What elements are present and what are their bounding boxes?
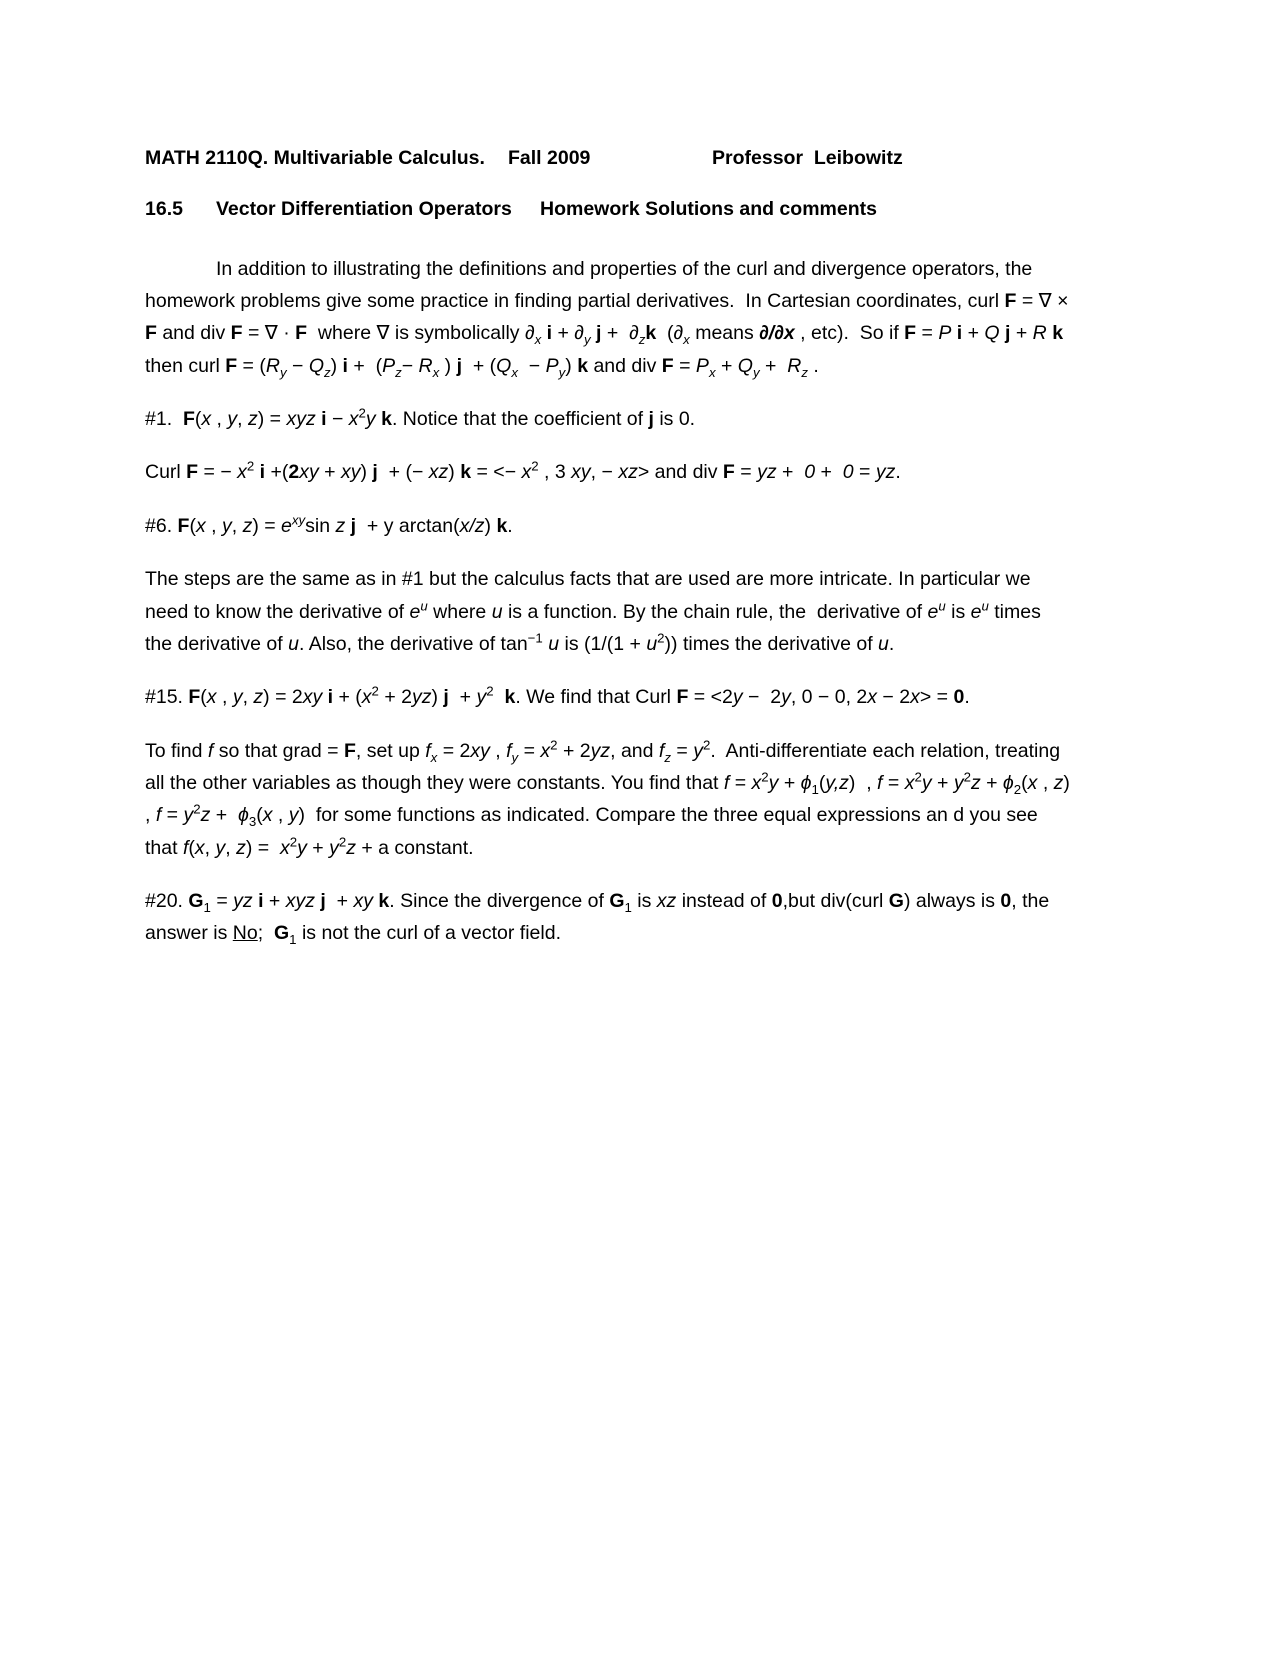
section-title: Vector Differentiation Operators	[216, 198, 512, 221]
paragraph-curl-div-solution: Curl F = − $x^2$ i +(2xy + xy) j + (− xz) k = <− $x^2$ , 3 xy, − xz> and div F = yz + 0 + 0 = yz.	[145, 458, 901, 484]
paragraph-gradient-solution: To find f so that grad = F, set up $f_x = 2xy$ , $f_y = x^2 + 2yz$, and $f_z = y^2$. Anti-differentiate each relation, treating all the other variables as though they were constants. You find that $f = x^2y + \phi_1(y,z)$ , $f = x^2y + y^2z + \phi_2(x$ , z) , $f = y^2z + \phi_3(x$ , y) for some functions as indicated. Compare the three equal expressions an d you see that f(x, y, $z) = x^2y + y^2z + a$ constant.	[145, 737, 1076, 859]
paragraph-intro: In addition to illustrating the definitions and properties of the curl and divergence operators, the homework problems give some practice in finding partial derivatives. In Cartesian coordinates, curl F = ∇ × F and div F = ∇ · F where ∇ is symbolically $\partial_x$ $i + \partial_y$ $j + \partial_zk$ ($\partial_x$ means ∂/∂x , etc). So if F = P i + Q j + R k then curl $F = (R_y - Q_z) i + (P_z- R_x$ ) $j + (Q_x - P_y)$ k and div $F = P_x + Q_y + R_z$ .	[145, 257, 1074, 380]
section-heading	[145, 197, 1070, 222]
section-number: 16.5	[145, 198, 183, 221]
document-header	[145, 146, 1070, 171]
section-subtitle: Homework Solutions and comments	[540, 198, 877, 221]
paragraph-problem-1: #1. F(x , y, z) = xyz $i - x^2y$ k. Notice that the coefficient of j is 0.	[145, 405, 696, 431]
paragraph-problem-20: #20. $G_1$ = yz i + xyz j + xy k. Since the divergence of $G_1$ is xz instead of 0,but div(curl G) always is 0, the answer is No; $G_1$ is not the curl of a vector field.	[145, 890, 1055, 948]
paragraph-steps-explanation: The steps are the same as in #1 but the calculus facts that are used are more intricate. In particular we need to know the derivative of $e^u$ where u is a function. By the chain rule, the derivative of $e^u$ is $e^u$ times the derivative of u. Also, the derivative of $\tan^{-1} u$ is $(1/(1 + u^2))$ times the derivative of u.	[145, 568, 1047, 655]
course-title: MATH 2110Q. Multivariable Calculus.	[145, 147, 485, 169]
term-label: Fall 2009	[508, 147, 591, 169]
paragraph-problem-6: #6. F(x , y, $z) = e^{xy}\sin$ z j + y arctan(x/z) k.	[145, 512, 513, 537]
paragraph-problem-15: #15. F(x , y, z) = 2xy $i + (x^2 + 2yz) j + y^2$ k. We find that Curl F = <2y − 2y, 0 − 0, 2x − 2x> = 0.	[145, 683, 970, 709]
professor-name: Professor Leibowitz	[712, 147, 903, 169]
